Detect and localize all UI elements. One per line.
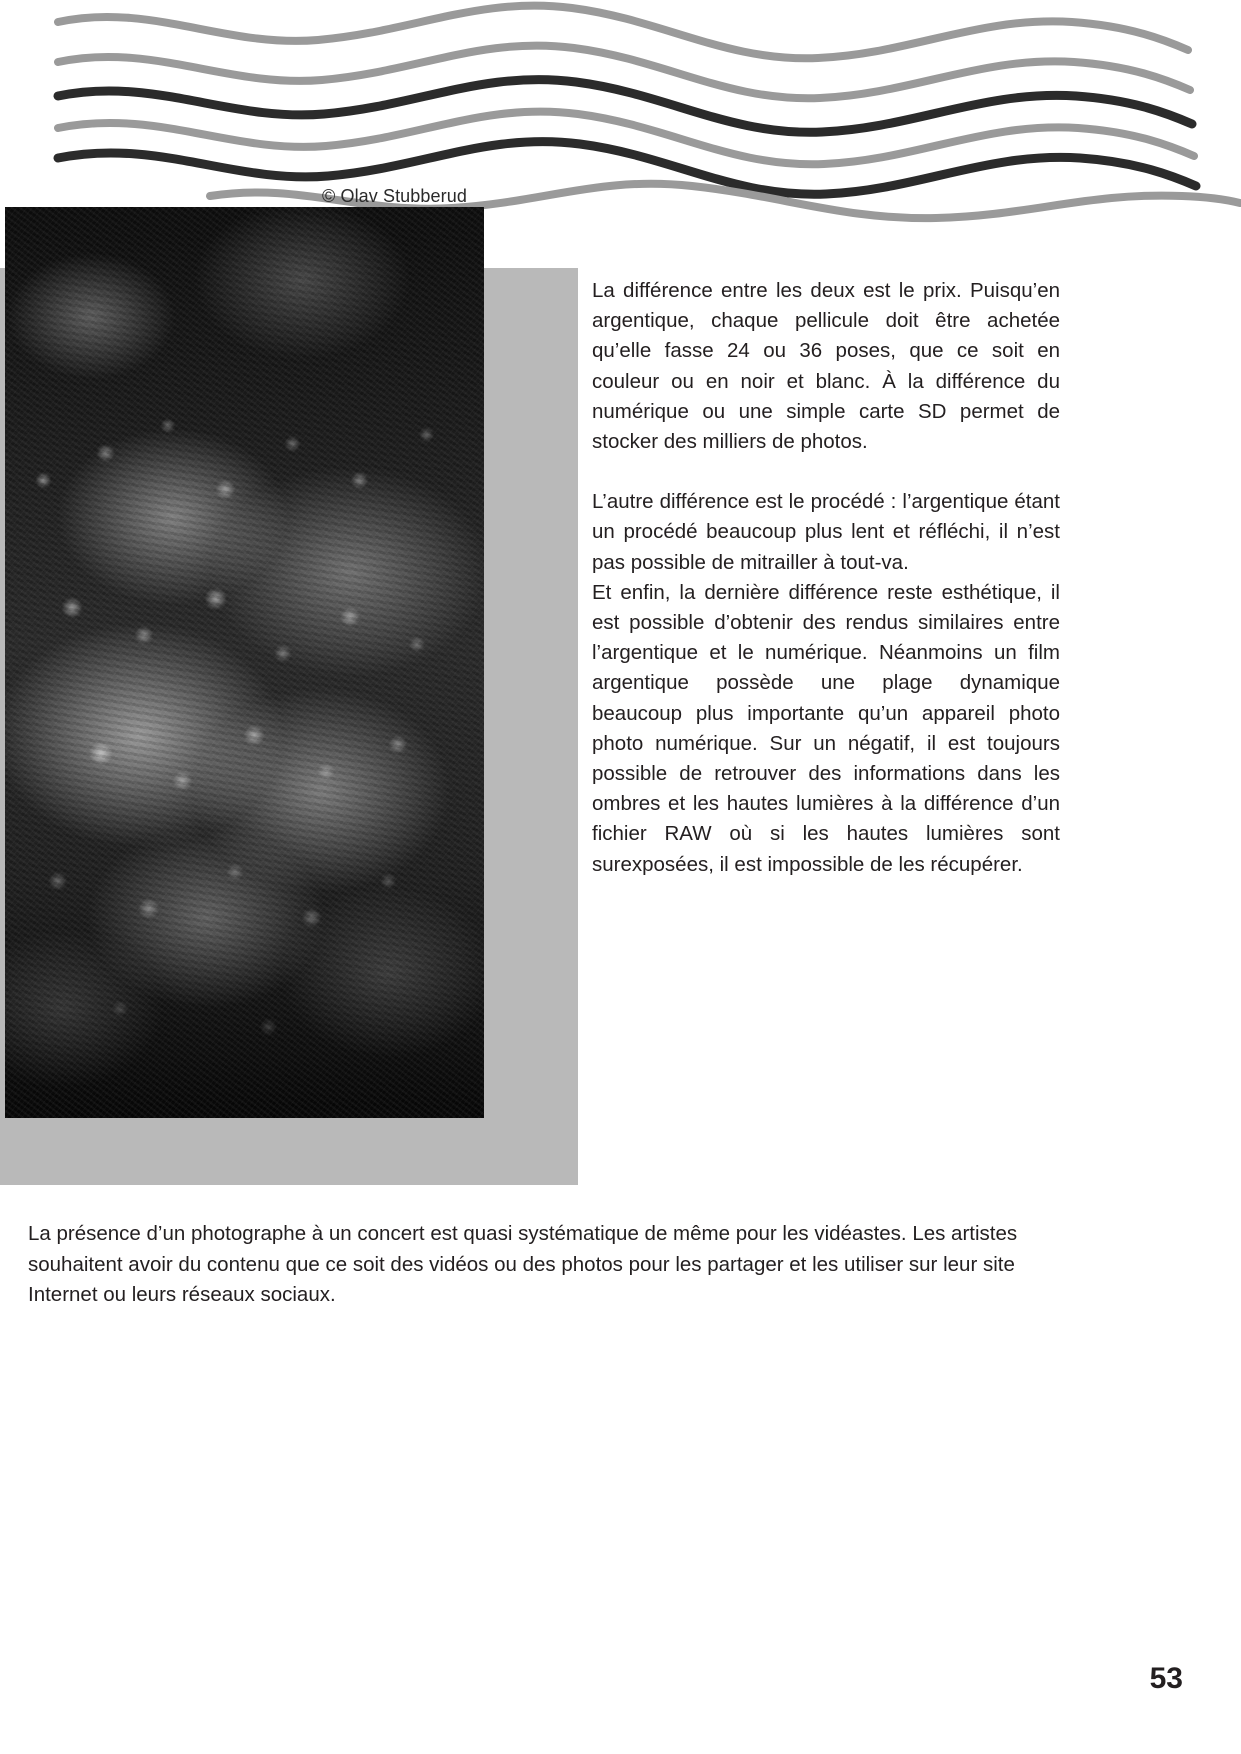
- paragraph-3: Et enfin, la dernière différence reste esthétique, il est possible d’obtenir des rendus similaires entre l’argentique et le numérique. Néanmoins un film argentique possède une plage dynamique beaucoup plus importante qu’un appareil photo photo numérique. Sur un négatif, il est toujours possible de retrouver des informations dans les ombres et les hautes lumières à la différence d’un fichier RAW où si les hautes lumières sont surexposées, il est impossible de les récupérer.: [592, 580, 1060, 876]
- photo-credit: © Olav Stubberud: [322, 186, 467, 206]
- page-number: 53: [1149, 1662, 1183, 1695]
- paragraph-1: La différence entre les deux est le prix. Puisqu’en argentique, chaque pellicule doit être achetée qu’elle fasse 24 ou 36 poses, que ce soit en couleur ou en noir et blanc. À la différence du numérique ou une simple carte SD permet de stocker des milliers de photos.: [592, 279, 1060, 454]
- article-body-bottom-section: [28, 1219, 1028, 1311]
- article-body-right-column: [592, 276, 1060, 880]
- paragraph-2: L’autre différence est le procédé : l’argentique étant un procédé beaucoup plus lent et réfléchi, il n’est pas possible de mitrailler à tout-va.: [592, 490, 1060, 574]
- photo-grain-layer: [5, 207, 484, 1118]
- wave-line-1: [58, 6, 1188, 59]
- bottom-paragraph-1: La présence d’un photographe à un concert est quasi systématique de même pour les vidéastes. Les artistes souhaitent avoir du contenu que ce soit des vidéos ou des photos pour les partager et les utiliser sur leur site Internet ou leurs réseaux sociaux.: [28, 1222, 1018, 1306]
- wave-pattern-header: [0, 0, 1241, 225]
- concert-crowd-photo: [5, 207, 484, 1118]
